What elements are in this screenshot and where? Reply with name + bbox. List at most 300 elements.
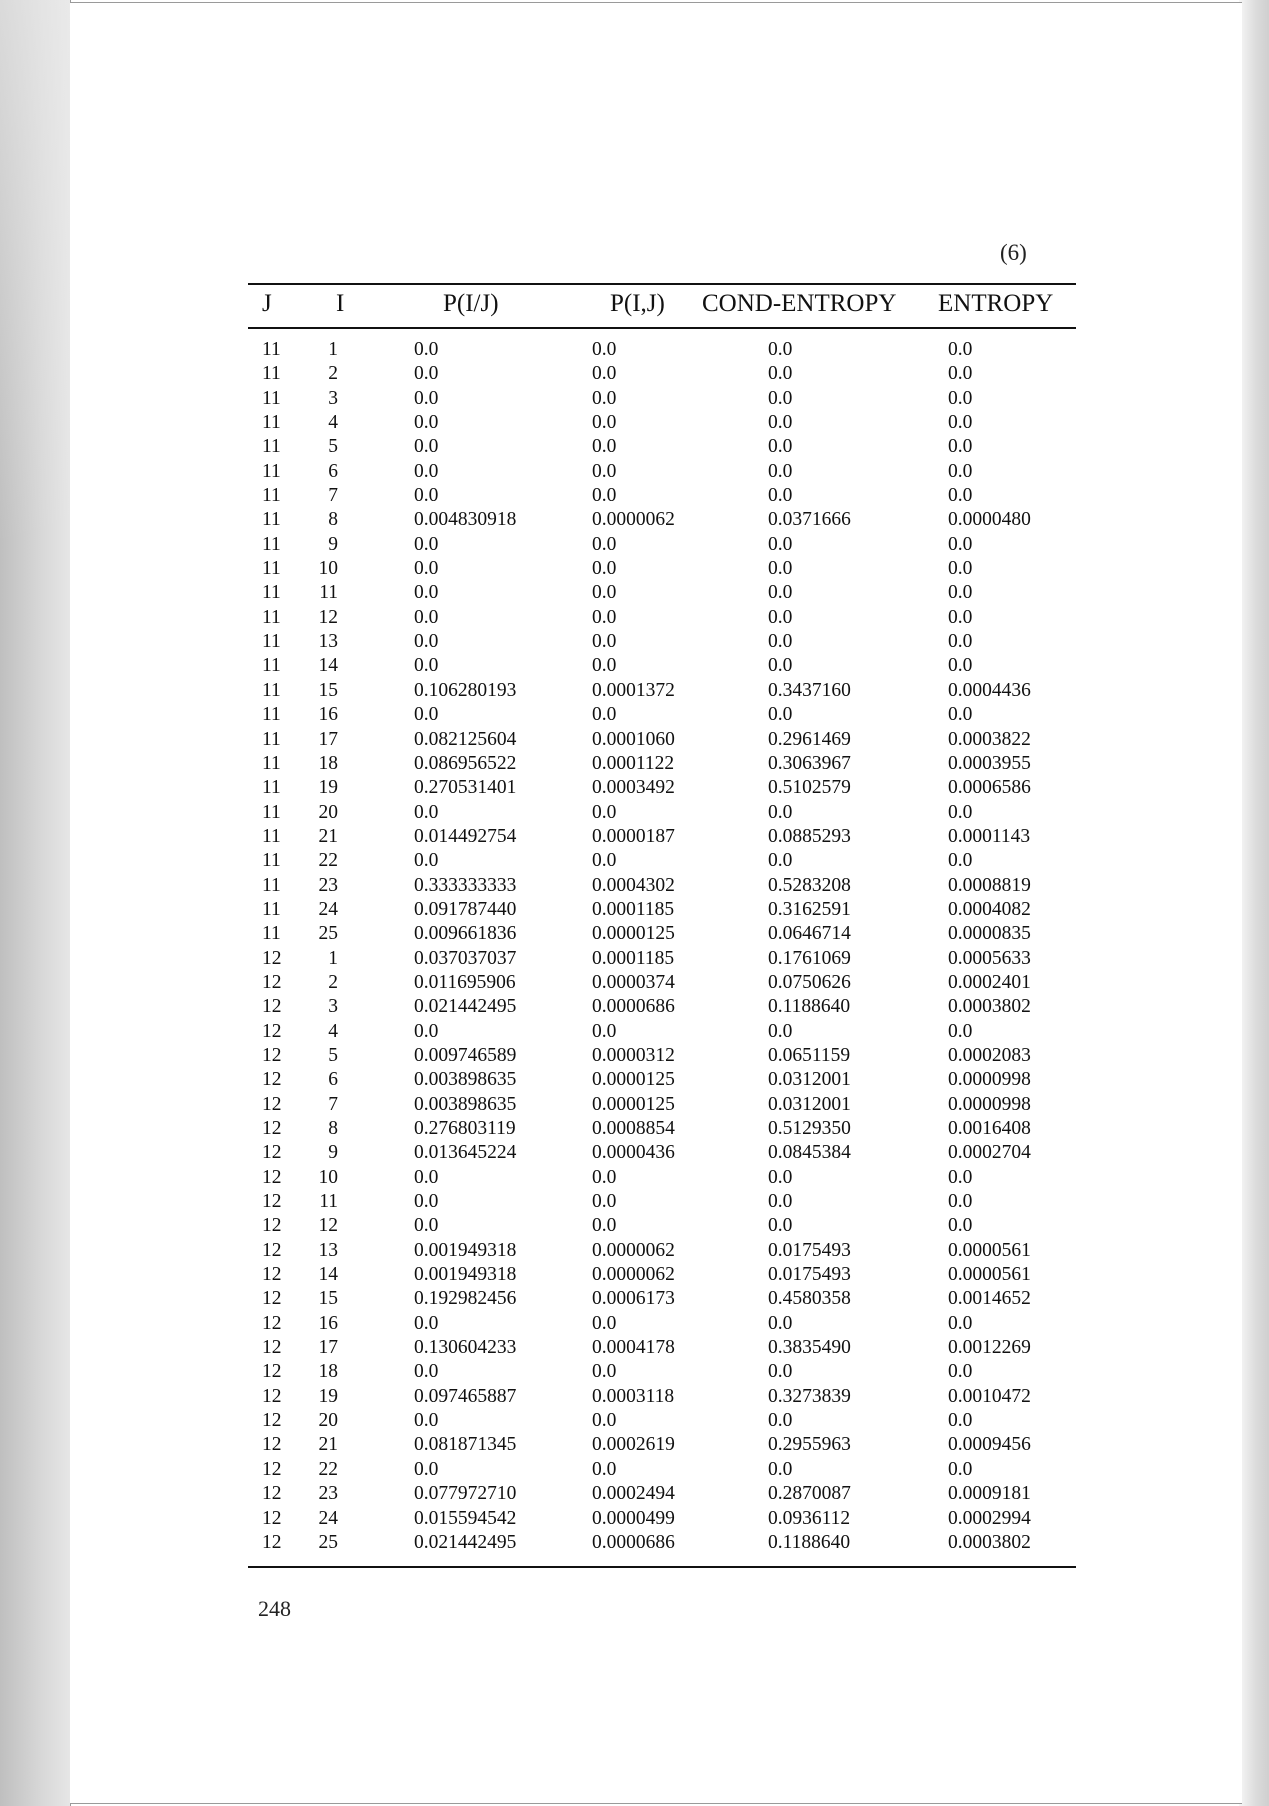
cell-i: 5 — [328, 1044, 338, 1066]
cell-p-i-j: 0.0000125 — [592, 1069, 675, 1091]
cell-i: 6 — [328, 460, 338, 482]
cell-p-i-given-j: 0.004830918 — [414, 509, 517, 531]
cell-i: 18 — [318, 752, 338, 774]
cell-p-i-j: 0.0 — [592, 485, 617, 507]
cell-p-i-j: 0.0001185 — [592, 898, 675, 920]
cell-cond-entropy: 0.0175493 — [768, 1239, 851, 1261]
cell-entropy: 0.0 — [948, 533, 973, 555]
cell-entropy: 0.0000998 — [948, 1093, 1031, 1115]
cell-j: 12 — [262, 1410, 282, 1432]
table-row — [248, 971, 1076, 995]
table-row — [248, 1336, 1076, 1360]
cell-entropy: 0.0009456 — [948, 1434, 1031, 1456]
cell-p-i-j: 0.0002494 — [592, 1483, 675, 1505]
cell-j: 11 — [262, 752, 281, 774]
cell-i: 1 — [328, 947, 338, 969]
table-row — [248, 654, 1076, 678]
cell-p-i-j: 0.0000499 — [592, 1507, 675, 1529]
table-row — [248, 338, 1076, 362]
cell-p-i-given-j: 0.021442495 — [414, 1531, 517, 1553]
cell-p-i-given-j: 0.270531401 — [414, 777, 517, 799]
table-row — [248, 825, 1076, 849]
table-header — [248, 290, 1076, 324]
cell-p-i-j: 0.0 — [592, 1191, 617, 1213]
table-row — [248, 1482, 1076, 1506]
cell-cond-entropy: 0.2955963 — [768, 1434, 851, 1456]
cell-j: 11 — [262, 436, 281, 458]
cell-j: 11 — [262, 728, 281, 750]
cell-p-i-given-j: 0.0 — [414, 1020, 439, 1042]
cell-cond-entropy: 0.0 — [768, 1312, 793, 1334]
cell-i: 4 — [328, 412, 338, 434]
cell-entropy: 0.0002704 — [948, 1142, 1031, 1164]
cell-cond-entropy: 0.0175493 — [768, 1264, 851, 1286]
cell-i: 6 — [328, 1069, 338, 1091]
cell-entropy: 0.0 — [948, 1215, 973, 1237]
cell-p-i-given-j: 0.0 — [414, 655, 439, 677]
header-p-i-given-j: P(I/J) — [443, 290, 499, 317]
table-row — [248, 1360, 1076, 1384]
cell-entropy: 0.0 — [948, 631, 973, 653]
cell-entropy: 0.0 — [948, 387, 973, 409]
cell-cond-entropy: 0.0936112 — [768, 1507, 851, 1529]
cell-i: 20 — [318, 801, 338, 823]
cell-p-i-given-j: 0.015594542 — [414, 1507, 517, 1529]
cell-j: 12 — [262, 1166, 282, 1188]
cell-p-i-j: 0.0 — [592, 387, 617, 409]
cell-cond-entropy: 0.3063967 — [768, 752, 851, 774]
table-row — [248, 557, 1076, 581]
cell-cond-entropy: 0.3273839 — [768, 1385, 851, 1407]
cell-j: 12 — [262, 1361, 282, 1383]
cell-i: 19 — [318, 777, 338, 799]
cell-p-i-j: 0.0 — [592, 460, 617, 482]
cell-entropy: 0.0 — [948, 1020, 973, 1042]
cell-i: 10 — [318, 558, 338, 580]
cell-i: 8 — [328, 509, 338, 531]
cell-p-i-given-j: 0.086956522 — [414, 752, 517, 774]
cell-p-i-j: 0.0000125 — [592, 1093, 675, 1115]
cell-j: 11 — [262, 655, 281, 677]
cell-entropy: 0.0003822 — [948, 728, 1031, 750]
cell-i: 17 — [318, 728, 338, 750]
cell-cond-entropy: 0.0 — [768, 1215, 793, 1237]
table-row — [248, 362, 1076, 386]
table-row — [248, 947, 1076, 971]
header-i: I — [336, 290, 345, 317]
cell-i: 23 — [318, 874, 338, 896]
cell-j: 11 — [262, 777, 281, 799]
cell-entropy: 0.0000561 — [948, 1239, 1031, 1261]
cell-cond-entropy: 0.1761069 — [768, 947, 851, 969]
cell-p-i-given-j: 0.082125604 — [414, 728, 517, 750]
cell-entropy: 0.0 — [948, 460, 973, 482]
table-row — [248, 728, 1076, 752]
cell-cond-entropy: 0.0 — [768, 850, 793, 872]
table-row — [248, 484, 1076, 508]
cell-j: 12 — [262, 1312, 282, 1334]
table-row — [248, 922, 1076, 946]
cell-j: 11 — [262, 363, 281, 385]
cell-cond-entropy: 0.0 — [768, 1166, 793, 1188]
cell-p-i-j: 0.0 — [592, 1361, 617, 1383]
table-row — [248, 1020, 1076, 1044]
cell-p-i-given-j: 0.0 — [414, 387, 439, 409]
cell-entropy: 0.0008819 — [948, 874, 1031, 896]
cell-p-i-given-j: 0.0 — [414, 582, 439, 604]
table-row — [248, 1385, 1076, 1409]
cell-j: 12 — [262, 1458, 282, 1480]
cell-p-i-j: 0.0000686 — [592, 1531, 675, 1553]
table-row — [248, 411, 1076, 435]
cell-p-i-given-j: 0.011695906 — [414, 971, 516, 993]
cell-j: 11 — [262, 509, 281, 531]
table-row — [248, 606, 1076, 630]
cell-cond-entropy: 0.0 — [768, 363, 793, 385]
cell-cond-entropy: 0.3162591 — [768, 898, 851, 920]
cell-i: 7 — [328, 1093, 338, 1115]
cell-j: 12 — [262, 1264, 282, 1286]
cell-i: 13 — [318, 1239, 338, 1261]
table-row — [248, 1141, 1076, 1165]
cell-j: 11 — [262, 874, 281, 896]
cell-i: 12 — [318, 1215, 338, 1237]
cell-p-i-given-j: 0.0 — [414, 363, 439, 385]
cell-p-i-j: 0.0000686 — [592, 996, 675, 1018]
table-row — [248, 1458, 1076, 1482]
cell-p-i-j: 0.0 — [592, 1410, 617, 1432]
cell-entropy: 0.0 — [948, 704, 973, 726]
cell-p-i-given-j: 0.0 — [414, 533, 439, 555]
cell-cond-entropy: 0.0 — [768, 485, 793, 507]
cell-p-i-given-j: 0.0 — [414, 704, 439, 726]
cell-j: 11 — [262, 679, 281, 701]
table-row — [248, 508, 1076, 532]
cell-entropy: 0.0002401 — [948, 971, 1031, 993]
table-row — [248, 581, 1076, 605]
cell-p-i-given-j: 0.0 — [414, 1458, 439, 1480]
cell-p-i-given-j: 0.0 — [414, 850, 439, 872]
cell-i: 20 — [318, 1410, 338, 1432]
cell-cond-entropy: 0.0646714 — [768, 923, 851, 945]
cell-entropy: 0.0001143 — [948, 825, 1031, 847]
cell-p-i-j: 0.0000436 — [592, 1142, 675, 1164]
cell-i: 11 — [319, 582, 338, 604]
cell-i: 2 — [328, 971, 338, 993]
cell-i: 15 — [318, 679, 338, 701]
table-row — [248, 1239, 1076, 1263]
cell-p-i-given-j: 0.0 — [414, 558, 439, 580]
cell-p-i-j: 0.0 — [592, 850, 617, 872]
cell-i: 12 — [318, 606, 338, 628]
cell-p-i-j: 0.0004302 — [592, 874, 675, 896]
table-row — [248, 1190, 1076, 1214]
table-row — [248, 849, 1076, 873]
cell-i: 21 — [318, 825, 338, 847]
cell-cond-entropy: 0.0651159 — [768, 1044, 851, 1066]
table-row — [248, 387, 1076, 411]
table-row — [248, 1263, 1076, 1287]
cell-p-i-given-j: 0.081871345 — [414, 1434, 517, 1456]
table-row — [248, 1214, 1076, 1238]
cell-entropy: 0.0 — [948, 1361, 973, 1383]
cell-p-i-given-j: 0.003898635 — [414, 1069, 517, 1091]
cell-cond-entropy: 0.2961469 — [768, 728, 851, 750]
cell-cond-entropy: 0.0312001 — [768, 1093, 851, 1115]
cell-p-i-j: 0.0 — [592, 1312, 617, 1334]
cell-cond-entropy: 0.0 — [768, 460, 793, 482]
page-right-shadow — [1239, 0, 1269, 1806]
cell-cond-entropy: 0.0 — [768, 1458, 793, 1480]
cell-p-i-j: 0.0001060 — [592, 728, 675, 750]
cell-i: 10 — [318, 1166, 338, 1188]
cell-cond-entropy: 0.4580358 — [768, 1288, 851, 1310]
cell-i: 9 — [328, 1142, 338, 1164]
cell-cond-entropy: 0.0 — [768, 412, 793, 434]
cell-p-i-given-j: 0.0 — [414, 1410, 439, 1432]
header-p-i-j: P(I,J) — [610, 290, 665, 317]
table-row — [248, 776, 1076, 800]
cell-cond-entropy: 0.0750626 — [768, 971, 851, 993]
cell-p-i-j: 0.0 — [592, 1215, 617, 1237]
cell-p-i-given-j: 0.106280193 — [414, 679, 517, 701]
cell-entropy: 0.0 — [948, 801, 973, 823]
cell-p-i-given-j: 0.130604233 — [414, 1337, 517, 1359]
cell-i: 18 — [318, 1361, 338, 1383]
cell-cond-entropy: 0.5129350 — [768, 1118, 851, 1139]
header-j: J — [262, 290, 272, 317]
cell-p-i-given-j: 0.333333333 — [414, 874, 517, 896]
header-cond-entropy: COND-ENTROPY — [702, 290, 897, 317]
cell-entropy: 0.0 — [948, 1410, 973, 1432]
cell-entropy: 0.0 — [948, 582, 973, 604]
table-row — [248, 1507, 1076, 1531]
cell-p-i-j: 0.0000312 — [592, 1044, 675, 1066]
cell-i: 22 — [318, 1458, 338, 1480]
cell-j: 12 — [262, 1385, 282, 1407]
cell-j: 12 — [262, 971, 282, 993]
cell-i: 11 — [319, 1191, 338, 1213]
cell-p-i-given-j: 0.077972710 — [414, 1483, 517, 1505]
cell-p-i-given-j: 0.009661836 — [414, 923, 517, 945]
cell-cond-entropy: 0.2870087 — [768, 1483, 851, 1505]
cell-p-i-given-j: 0.276803119 — [414, 1118, 516, 1139]
cell-i: 25 — [318, 1531, 338, 1553]
cell-p-i-given-j: 0.021442495 — [414, 996, 517, 1018]
cell-j: 11 — [262, 825, 281, 847]
cell-j: 12 — [262, 1118, 282, 1139]
cell-p-i-j: 0.0004178 — [592, 1337, 675, 1359]
cell-j: 11 — [262, 485, 281, 507]
cell-cond-entropy: 0.3437160 — [768, 679, 851, 701]
cell-p-i-j: 0.0 — [592, 412, 617, 434]
cell-j: 11 — [262, 533, 281, 555]
cell-i: 22 — [318, 850, 338, 872]
cell-j: 12 — [262, 1093, 282, 1115]
table-body — [248, 338, 1076, 1555]
cell-entropy: 0.0014652 — [948, 1288, 1031, 1310]
table-row — [248, 1093, 1076, 1117]
table-row — [248, 435, 1076, 459]
cell-j: 11 — [262, 923, 281, 945]
cell-i: 19 — [318, 1385, 338, 1407]
cell-p-i-j: 0.0001372 — [592, 679, 675, 701]
cell-i: 3 — [328, 387, 338, 409]
cell-cond-entropy: 0.1188640 — [768, 996, 851, 1018]
cell-p-i-given-j: 0.097465887 — [414, 1385, 517, 1407]
cell-cond-entropy: 0.0 — [768, 387, 793, 409]
table-row — [248, 1433, 1076, 1457]
cell-i: 8 — [328, 1118, 338, 1139]
cell-i: 16 — [318, 1312, 338, 1334]
cell-i: 23 — [318, 1483, 338, 1505]
table-row — [248, 801, 1076, 825]
cell-p-i-j: 0.0000374 — [592, 971, 675, 993]
cell-cond-entropy: 0.1188640 — [768, 1531, 851, 1553]
cell-cond-entropy: 0.0 — [768, 436, 793, 458]
cell-p-i-given-j: 0.0 — [414, 436, 439, 458]
cell-p-i-given-j: 0.0 — [414, 485, 439, 507]
cell-entropy: 0.0000561 — [948, 1264, 1031, 1286]
table-row — [248, 1531, 1076, 1555]
cell-i: 24 — [318, 1507, 338, 1529]
cell-entropy: 0.0 — [948, 655, 973, 677]
cell-j: 12 — [262, 1288, 282, 1310]
cell-p-i-j: 0.0000125 — [592, 923, 675, 945]
table-row — [248, 460, 1076, 484]
table-row — [248, 995, 1076, 1019]
cell-j: 12 — [262, 1531, 282, 1553]
cell-entropy: 0.0 — [948, 1191, 973, 1213]
cell-entropy: 0.0000480 — [948, 509, 1031, 531]
cell-cond-entropy: 0.0 — [768, 558, 793, 580]
cell-entropy: 0.0003802 — [948, 996, 1031, 1018]
cell-j: 11 — [262, 582, 281, 604]
cell-cond-entropy: 0.5102579 — [768, 777, 851, 799]
cell-j: 11 — [262, 412, 281, 434]
cell-p-i-j: 0.0001122 — [592, 752, 675, 774]
cell-cond-entropy: 0.0 — [768, 533, 793, 555]
cell-p-i-j: 0.0 — [592, 558, 617, 580]
cell-cond-entropy: 0.0371666 — [768, 509, 851, 531]
cell-i: 14 — [318, 1264, 338, 1286]
cell-entropy: 0.0006586 — [948, 777, 1031, 799]
cell-j: 12 — [262, 996, 282, 1018]
cell-p-i-j: 0.0 — [592, 1020, 617, 1042]
cell-p-i-given-j: 0.0 — [414, 1191, 439, 1213]
cell-cond-entropy: 0.0845384 — [768, 1142, 851, 1164]
cell-i: 21 — [318, 1434, 338, 1456]
cell-entropy: 0.0004082 — [948, 898, 1031, 920]
cell-j: 12 — [262, 1191, 282, 1213]
cell-p-i-j: 0.0003492 — [592, 777, 675, 799]
table-row — [248, 752, 1076, 776]
table-row — [248, 1312, 1076, 1336]
cell-p-i-given-j: 0.001949318 — [414, 1264, 517, 1286]
cell-p-i-given-j: 0.091787440 — [414, 898, 517, 920]
cell-p-i-given-j: 0.192982456 — [414, 1288, 517, 1310]
cell-cond-entropy: 0.0 — [768, 655, 793, 677]
cell-cond-entropy: 0.0 — [768, 606, 793, 628]
cell-cond-entropy: 0.0 — [768, 704, 793, 726]
cell-cond-entropy: 0.5283208 — [768, 874, 851, 896]
cell-j: 11 — [262, 704, 281, 726]
cell-i: 4 — [328, 1020, 338, 1042]
cell-p-i-j: 0.0 — [592, 655, 617, 677]
cell-j: 11 — [262, 801, 281, 823]
cell-p-i-j: 0.0002619 — [592, 1434, 675, 1456]
cell-entropy: 0.0004436 — [948, 679, 1031, 701]
book-spine-edge — [0, 0, 71, 1806]
cell-j: 12 — [262, 1020, 282, 1042]
cell-i: 15 — [318, 1288, 338, 1310]
cell-cond-entropy: 0.0 — [768, 1191, 793, 1213]
cell-entropy: 0.0 — [948, 1458, 973, 1480]
table-row — [248, 1409, 1076, 1433]
cell-p-i-given-j: 0.013645224 — [414, 1142, 517, 1164]
table-row — [248, 1068, 1076, 1092]
cell-p-i-given-j: 0.0 — [414, 1215, 439, 1237]
cell-p-i-j: 0.0 — [592, 363, 617, 385]
cell-i: 2 — [328, 363, 338, 385]
cell-p-i-j: 0.0003118 — [592, 1385, 675, 1407]
cell-i: 3 — [328, 996, 338, 1018]
table-row — [248, 679, 1076, 703]
cell-p-i-given-j: 0.003898635 — [414, 1093, 517, 1115]
cell-p-i-given-j: 0.001949318 — [414, 1239, 517, 1261]
cell-p-i-j: 0.0 — [592, 1166, 617, 1188]
cell-p-i-j: 0.0000187 — [592, 825, 675, 847]
cell-entropy: 0.0000835 — [948, 923, 1031, 945]
cell-p-i-given-j: 0.0 — [414, 339, 439, 360]
cell-p-i-given-j: 0.0 — [414, 1361, 439, 1383]
cell-entropy: 0.0002994 — [948, 1507, 1031, 1529]
table-row — [248, 874, 1076, 898]
cell-i: 24 — [318, 898, 338, 920]
cell-cond-entropy: 0.0 — [768, 582, 793, 604]
cell-p-i-j: 0.0 — [592, 801, 617, 823]
cell-cond-entropy: 0.0 — [768, 631, 793, 653]
header-entropy: ENTROPY — [938, 290, 1054, 317]
cell-entropy: 0.0003955 — [948, 752, 1031, 774]
cell-entropy: 0.0 — [948, 1166, 973, 1188]
table-row — [248, 898, 1076, 922]
cell-j: 11 — [262, 898, 281, 920]
cell-p-i-j: 0.0 — [592, 339, 617, 360]
cell-j: 12 — [262, 1069, 282, 1091]
cell-entropy: 0.0016408 — [948, 1118, 1031, 1139]
cell-j: 11 — [262, 631, 281, 653]
cell-j: 12 — [262, 1337, 282, 1359]
cell-p-i-j: 0.0008854 — [592, 1118, 675, 1139]
table-row — [248, 1287, 1076, 1311]
cell-entropy: 0.0 — [948, 558, 973, 580]
cell-cond-entropy: 0.0 — [768, 801, 793, 823]
cell-cond-entropy: 0.0 — [768, 1020, 793, 1042]
cell-entropy: 0.0002083 — [948, 1044, 1031, 1066]
cell-i: 9 — [328, 533, 338, 555]
cell-p-i-j: 0.0 — [592, 1458, 617, 1480]
cell-cond-entropy: 0.0 — [768, 1410, 793, 1432]
cell-p-i-given-j: 0.0 — [414, 801, 439, 823]
cell-j: 11 — [262, 460, 281, 482]
table-bottom-rule — [248, 1566, 1076, 1568]
cell-i: 7 — [328, 485, 338, 507]
cell-p-i-j: 0.0001185 — [592, 947, 675, 969]
cell-entropy: 0.0 — [948, 1312, 973, 1334]
cell-cond-entropy: 0.0 — [768, 339, 793, 360]
cell-j: 12 — [262, 1507, 282, 1529]
